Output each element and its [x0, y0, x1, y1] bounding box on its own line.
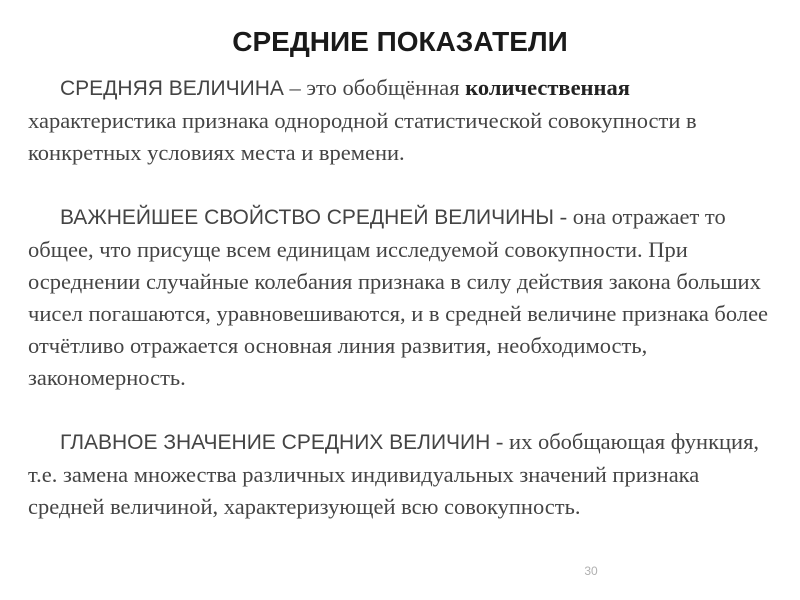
property-term: ВАЖНЕЙШЕЕ СВОЙСТВО СРЕДНЕЙ ВЕЛИЧИНЫ [60, 206, 554, 229]
definition-text-start: – это обобщённая [283, 75, 466, 100]
definition-term: СРЕДНЯЯ ВЕЛИЧИНА [60, 77, 284, 100]
page-number: 30 [584, 564, 598, 578]
paragraph-definition [28, 72, 778, 169]
paragraph-significance [28, 426, 778, 523]
significance-text: - их обобщающая функция, т.е. замена множества различных индивидуальных значений признака средней величиной, характеризующей всю совокупность. [28, 429, 760, 519]
significance-term: ГЛАВНОЕ ЗНАЧЕНИЕ СРЕДНИХ ВЕЛИЧИН [60, 431, 491, 454]
definition-bold-word: количественная [465, 75, 630, 100]
slide-title: СРЕДНИЕ ПОКАЗАТЕЛИ [232, 26, 568, 57]
slide-body [28, 72, 778, 555]
paragraph-property [28, 201, 778, 394]
property-text: - она отражает то общее, что присуще всем единицам исследуемой совокупности. При осреднении случайные колебания признака в силу действия закона больших чисел погашаются, уравновешиваются, и в средней величине признака более отчётливо отражается основная линия развития, необходимость, закономерность. [28, 204, 769, 390]
definition-text-end: характеристика признака однородной статистической совокупности в конкретных условиях места и времени. [28, 108, 697, 165]
